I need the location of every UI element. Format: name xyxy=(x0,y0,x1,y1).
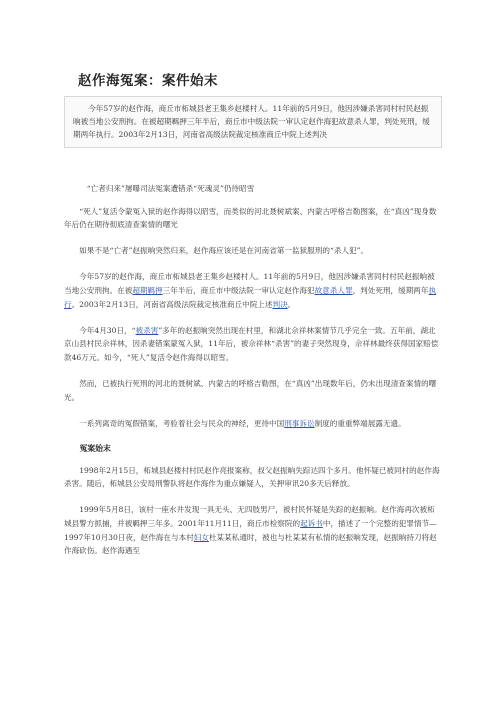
paragraph-2: 如果不是“亡者”赵振晌突然归来，赵作海应该还是在河南省第一监狱服刑的“杀人犯”。 xyxy=(79,246,369,256)
link-indictment[interactable]: 起诉书 xyxy=(300,519,323,528)
paragraph-1: “死人”复活令蒙冤入狱的赵作海得以昭雪，而类似的河北聂树斌案、内蒙古呼格吉勒图案，在“真凶”现身数年后仍在期待彻底清查案情的曙光 xyxy=(64,206,437,230)
link-judgment[interactable]: 判决 xyxy=(272,299,288,309)
paragraph-7: 1998年2月15日，柘城县赵楼村村民赵作亮报案称，叔父赵振晌失踪达四个多月。他怀疑已被同村的赵作海杀害。随后，柘城县公安局刑警队将赵作海作为重点嫌疑人，关押审讯20多天后释放。 xyxy=(64,465,440,489)
paragraph-5: 然而，已被执行死刑的河北的聂树斌、内蒙古的呼格吉勒图，在“真凶”出现数年后，仍未出现清查案情的曙光。 xyxy=(64,378,437,402)
paragraph-4-text-a: 今年4月30日，“ xyxy=(79,325,136,335)
paragraph-8-text-b: 中，描述了一个完整的犯罪情节—1997年10月30日夜，赵作海在与本村 xyxy=(64,519,437,542)
paragraph-3 xyxy=(64,270,440,311)
link-execution[interactable]: 执行 xyxy=(64,285,437,309)
article-body xyxy=(64,182,440,570)
paragraph-8 xyxy=(64,503,440,557)
summary-box xyxy=(64,96,442,148)
paragraph-8-text-c: 杜某某私通时，被也与杜某某有私情的赵振晌发现，赵振晌持刀将赵作海砍伤。赵作海遇至 xyxy=(64,532,437,556)
paragraph-8-text-a: 1999年5月8日，该村一座水井发现一具无头、无四肢男尸，被村民怀疑是失踪的赵振晌。赵作海再次被柘城县警方抓捕，并被羁押三年多。2001年11月11日，商丘市检察院的 xyxy=(64,505,435,528)
section-heading: 冤案始末 xyxy=(79,443,111,453)
paragraph-3-text-a: 今年57岁的赵作海，商丘市柘城县老王集乡赵楼村人。11年前的5月9日，他因涉嫌杀害同村村民赵振晌被当地公安刑拘。在被 xyxy=(64,272,435,295)
paragraph-6-text-b: 制度的重重弊端展露无遗。 xyxy=(314,418,406,428)
paragraph-4 xyxy=(64,324,440,365)
link-murdered[interactable]: 被杀害 xyxy=(135,325,159,335)
article-title: 赵作海冤案：案件始末 xyxy=(78,73,218,89)
paragraph-3-text-d: 。2003年2月13日，河南省高级法院裁定核准商丘中院上述 xyxy=(71,299,273,309)
link-women[interactable]: 妇女 xyxy=(193,532,209,542)
paragraph-3-text-e: 。 xyxy=(287,299,296,309)
paragraph-3-text-b: 三年半后，商丘市中级法院一审认定赵作海犯 xyxy=(162,285,315,295)
paragraph-6-text-a: 一系列离奇的冤假错案，考验着社会与民众的神经，更待中国 xyxy=(79,418,285,428)
link-overdue-detention[interactable]: 超期羁押 xyxy=(132,285,163,295)
summary-text: 今年57岁的赵作海，商丘市柘城县老王集乡赵楼村人。11年前的5月9日，他因涉嫌杀害同村村民赵振晌被当地公安刑拘。在被超期羁押三年半后，商丘市中级法院一审认定赵作海犯故意杀人罪，判处死刑，缓期两年执行。2003年2月13日，河南省高级法院裁定核准商丘中院上述判决 xyxy=(73,104,430,140)
subheading: “亡者归来”屡曝司法冤案遭错杀“死魂灵”仍待昭雪 xyxy=(86,184,255,193)
link-criminal-procedure[interactable]: 刑事诉讼 xyxy=(284,418,315,428)
link-intentional-homicide[interactable]: 故意杀人罪 xyxy=(314,285,353,295)
paragraph-6 xyxy=(64,417,440,431)
paragraph-4-text-b: ”多年的赵振晌突然出现在村里，和湖北佘祥林案情节几乎完全一致。五年前，湖北京山县村民佘祥林，因杀妻错案蒙冤入狱，11年后，被佘祥林“杀害”的妻子突然现身，佘祥林最终获得国家赔偿款46万元。如今，“死人”复活令赵作海得以昭雪。 xyxy=(64,325,439,362)
paragraph-3-text-c: ，判处死刑，缓期两年 xyxy=(352,285,429,295)
